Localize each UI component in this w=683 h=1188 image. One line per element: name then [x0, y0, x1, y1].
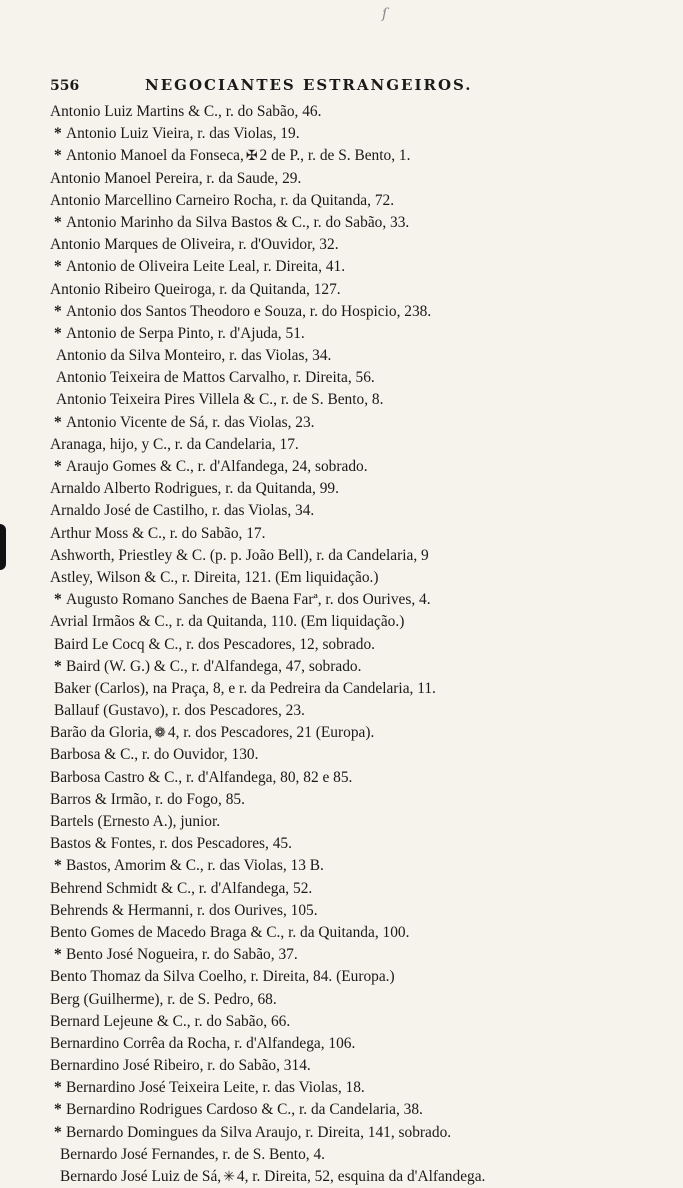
- directory-entry: [50, 1099, 640, 1121]
- star-order-icon: ✳: [223, 1170, 235, 1185]
- asterisk-mark: *: [54, 213, 62, 231]
- entry-text: Antonio Ribeiro Queiroga, r. da Quitanda, 127.: [50, 280, 341, 298]
- directory-entry: [50, 301, 640, 323]
- entry-text: Antonio da Silva Monteiro, r. das Violas, 34.: [56, 347, 332, 365]
- entry-text: Berg (Guilherme), r. de S. Pedro, 68.: [50, 990, 277, 1008]
- directory-entry: [50, 412, 640, 434]
- entry-text: Antonio Luiz Martins & C., r. do Sabão, 46.: [50, 103, 322, 120]
- entry-text: Barbosa Castro & C., r. d'Alfandega, 80, 82 e 85.: [50, 768, 353, 786]
- entry-text: Bastos, Amorim & C., r. das Violas, 13 B.: [66, 857, 324, 875]
- entry-text: Avrial Irmãos & C., r. da Quitanda, 110. (Em liquidação.): [50, 613, 405, 631]
- entry-text: Arnaldo Alberto Rodrigues, r. da Quitanda, 99.: [50, 480, 339, 498]
- corner-mark: ſ: [382, 6, 388, 22]
- directory-entry: [50, 478, 640, 500]
- entry-text: Antonio Vicente de Sá, r. das Violas, 23.: [66, 413, 315, 431]
- entry-text: Arnaldo José de Castilho, r. das Violas, 34.: [50, 502, 315, 520]
- directory-entry: [50, 789, 640, 811]
- entry-text: Bernardo José Fernandes, r. de S. Bento, 4.: [60, 1145, 326, 1163]
- directory-entry: [50, 589, 640, 611]
- entry-text: Bernardo Domingues da Silva Araujo, r. Direita, 141, sobrado.: [66, 1123, 452, 1141]
- asterisk-mark: *: [54, 302, 62, 320]
- asterisk-mark: *: [54, 1079, 62, 1097]
- entry-text: Bernard Lejeune & C., r. do Sabão, 66.: [50, 1012, 291, 1030]
- entry-text: Baird Le Cocq & C., r. dos Pescadores, 12, sobrado.: [54, 635, 376, 653]
- entry-text: Antonio Marques de Oliveira, r. d'Ouvidor, 32.: [50, 236, 339, 254]
- entry-text: Arthur Moss & C., r. do Sabão, 17.: [50, 524, 266, 542]
- asterisk-mark: *: [54, 657, 62, 675]
- directory-entry: [50, 345, 640, 367]
- directory-entry: [50, 1055, 640, 1077]
- directory-entry: [50, 434, 640, 456]
- entry-text: Barbosa & C., r. do Ouvidor, 130.: [50, 746, 259, 764]
- entry-text: 4, r. Direita, 52, esquina da d'Alfandega.: [236, 1168, 486, 1185]
- directory-entry: [50, 567, 640, 589]
- binding-shadow: [0, 524, 6, 570]
- directory-entry: [50, 611, 640, 633]
- directory-entry: [50, 878, 640, 900]
- directory-entry: [50, 190, 640, 212]
- directory-entry: [50, 944, 640, 966]
- entry-text: 4, r. dos Pescadores, 21 (Europa).: [167, 724, 375, 742]
- directory-entry: [50, 634, 640, 656]
- directory-entry: [50, 1011, 640, 1033]
- directory-entry: [50, 101, 640, 123]
- directory-entry: [50, 744, 640, 766]
- entry-text: 2 de P., r. de S. Bento, 1.: [259, 147, 411, 165]
- directory-entry: [50, 989, 640, 1011]
- entry-text: Antonio Marcellino Carneiro Rocha, r. da Quitanda, 72.: [50, 191, 395, 209]
- entry-text: Araujo Gomes & C., r. d'Alfandega, 24, sobrado.: [66, 458, 368, 475]
- directory-entry: [50, 212, 640, 234]
- asterisk-mark: *: [54, 946, 62, 964]
- entry-text: Antonio de Serpa Pinto, r. d'Ajuda, 51.: [66, 324, 305, 342]
- entry-text: Bento Thomaz da Silva Coelho, r. Direita, 84. (Europa.): [50, 968, 395, 986]
- asterisk-mark: *: [54, 125, 62, 143]
- directory-entry: [50, 767, 640, 789]
- entry-text: Bernardino Rodrigues Cardoso & C., r. da Candelaria, 38.: [66, 1101, 423, 1119]
- entry-text: Antonio de Oliveira Leite Leal, r. Direita, 41.: [66, 258, 346, 276]
- directory-entry: [50, 1122, 640, 1144]
- entry-text: Behrends & Hermanni, r. dos Ourives, 105.: [50, 901, 318, 919]
- directory-entry: [50, 1077, 640, 1099]
- asterisk-mark: *: [54, 857, 62, 875]
- directory-entry: [50, 722, 640, 744]
- running-head: NEGOCIANTES ESTRANGEIROS.: [145, 76, 473, 94]
- asterisk-mark: *: [54, 591, 62, 609]
- entry-text: Bernardo José Luiz de Sá,: [60, 1168, 222, 1185]
- asterisk-mark: *: [54, 324, 62, 342]
- directory-entry: [50, 389, 640, 411]
- asterisk-mark: *: [54, 147, 62, 165]
- entry-text: Barão da Gloria,: [50, 724, 153, 742]
- rose-order-icon: ❁: [154, 726, 166, 742]
- entry-text: Antonio Manoel da Fonseca,: [66, 147, 244, 165]
- page-header: [50, 76, 610, 100]
- asterisk-mark: *: [54, 1101, 62, 1119]
- asterisk-mark: *: [54, 413, 62, 431]
- directory-entry: [50, 279, 640, 301]
- directory-entry: [50, 922, 640, 944]
- directory-entry: [50, 367, 640, 389]
- entry-text: Augusto Romano Sanches de Baena Farª, r. dos Ourives, 4.: [66, 591, 431, 609]
- asterisk-mark: *: [54, 258, 62, 276]
- directory-entry: [50, 256, 640, 278]
- entry-text: Baker (Carlos), na Praça, 8, e r. da Pedreira da Candelaria, 11.: [54, 679, 436, 697]
- asterisk-mark: *: [54, 458, 62, 475]
- directory-entry: [50, 855, 640, 877]
- directory-entry: [50, 500, 640, 522]
- entry-text: Bento Gomes de Macedo Braga & C., r. da Quitanda, 100.: [50, 923, 410, 941]
- directory-entry: [50, 678, 640, 700]
- entry-text: Antonio Teixeira de Mattos Carvalho, r. Direita, 56.: [56, 369, 375, 387]
- directory-entry: [50, 1144, 640, 1166]
- entry-text: Bernardino Corrêa da Rocha, r. d'Alfandega, 106.: [50, 1034, 356, 1052]
- cross-order-icon: ✠: [245, 149, 258, 165]
- entry-text: Bastos & Fontes, r. dos Pescadores, 45.: [50, 835, 292, 853]
- directory-entry: [50, 1033, 640, 1055]
- directory-entry: [50, 523, 640, 545]
- entry-text: Behrend Schmidt & C., r. d'Alfandega, 52.: [50, 879, 313, 897]
- entry-text: Bartels (Ernesto A.), junior.: [50, 813, 221, 830]
- entry-text: Antonio dos Santos Theodoro e Souza, r. do Hospicio, 238.: [66, 302, 432, 320]
- entry-text: Antonio Teixeira Pires Villela & C., r. de S. Bento, 8.: [56, 391, 384, 409]
- directory-entry: [50, 145, 640, 167]
- directory-entry: [50, 456, 640, 478]
- entry-text: Bento José Nogueira, r. do Sabão, 37.: [66, 946, 298, 964]
- entry-text: Barros & Irmão, r. do Fogo, 85.: [50, 790, 245, 808]
- directory-entry: [50, 966, 640, 988]
- directory-entry: [50, 900, 640, 922]
- directory-entry: [50, 833, 640, 855]
- entry-text: Antonio Luiz Vieira, r. das Violas, 19.: [66, 125, 300, 143]
- directory-entry: [50, 323, 640, 345]
- directory-entry: [50, 1166, 640, 1188]
- page-number: 556: [50, 78, 80, 94]
- directory-entry: [50, 811, 640, 833]
- asterisk-mark: *: [54, 1123, 62, 1141]
- entry-text: Aranaga, hijo, y C., r. da Candelaria, 17.: [50, 435, 299, 453]
- entry-text: Bernardino José Ribeiro, r. do Sabão, 314.: [50, 1057, 311, 1075]
- entry-text: Ballauf (Gustavo), r. dos Pescadores, 23.: [54, 702, 305, 720]
- entry-text: Antonio Marinho da Silva Bastos & C., r. do Sabão, 33.: [66, 213, 410, 231]
- entry-text: Astley, Wilson & C., r. Direita, 121. (Em liquidação.): [50, 568, 379, 586]
- directory-entry: [50, 656, 640, 678]
- entry-text: Ashworth, Priestley & C. (p. p. João Bell), r. da Candelaria, 9: [50, 546, 429, 564]
- directory-entry: [50, 700, 640, 722]
- entry-text: Antonio Manoel Pereira, r. da Saude, 29.: [50, 169, 302, 187]
- entry-text: Baird (W. G.) & C., r. d'Alfandega, 47, sobrado.: [66, 657, 362, 675]
- directory-entry: [50, 168, 640, 190]
- directory-entry: [50, 545, 640, 567]
- directory-entry: [50, 234, 640, 256]
- entry-list: [50, 101, 640, 1188]
- directory-entry: [50, 123, 640, 145]
- entry-text: Bernardino José Teixeira Leite, r. das Violas, 18.: [66, 1079, 365, 1097]
